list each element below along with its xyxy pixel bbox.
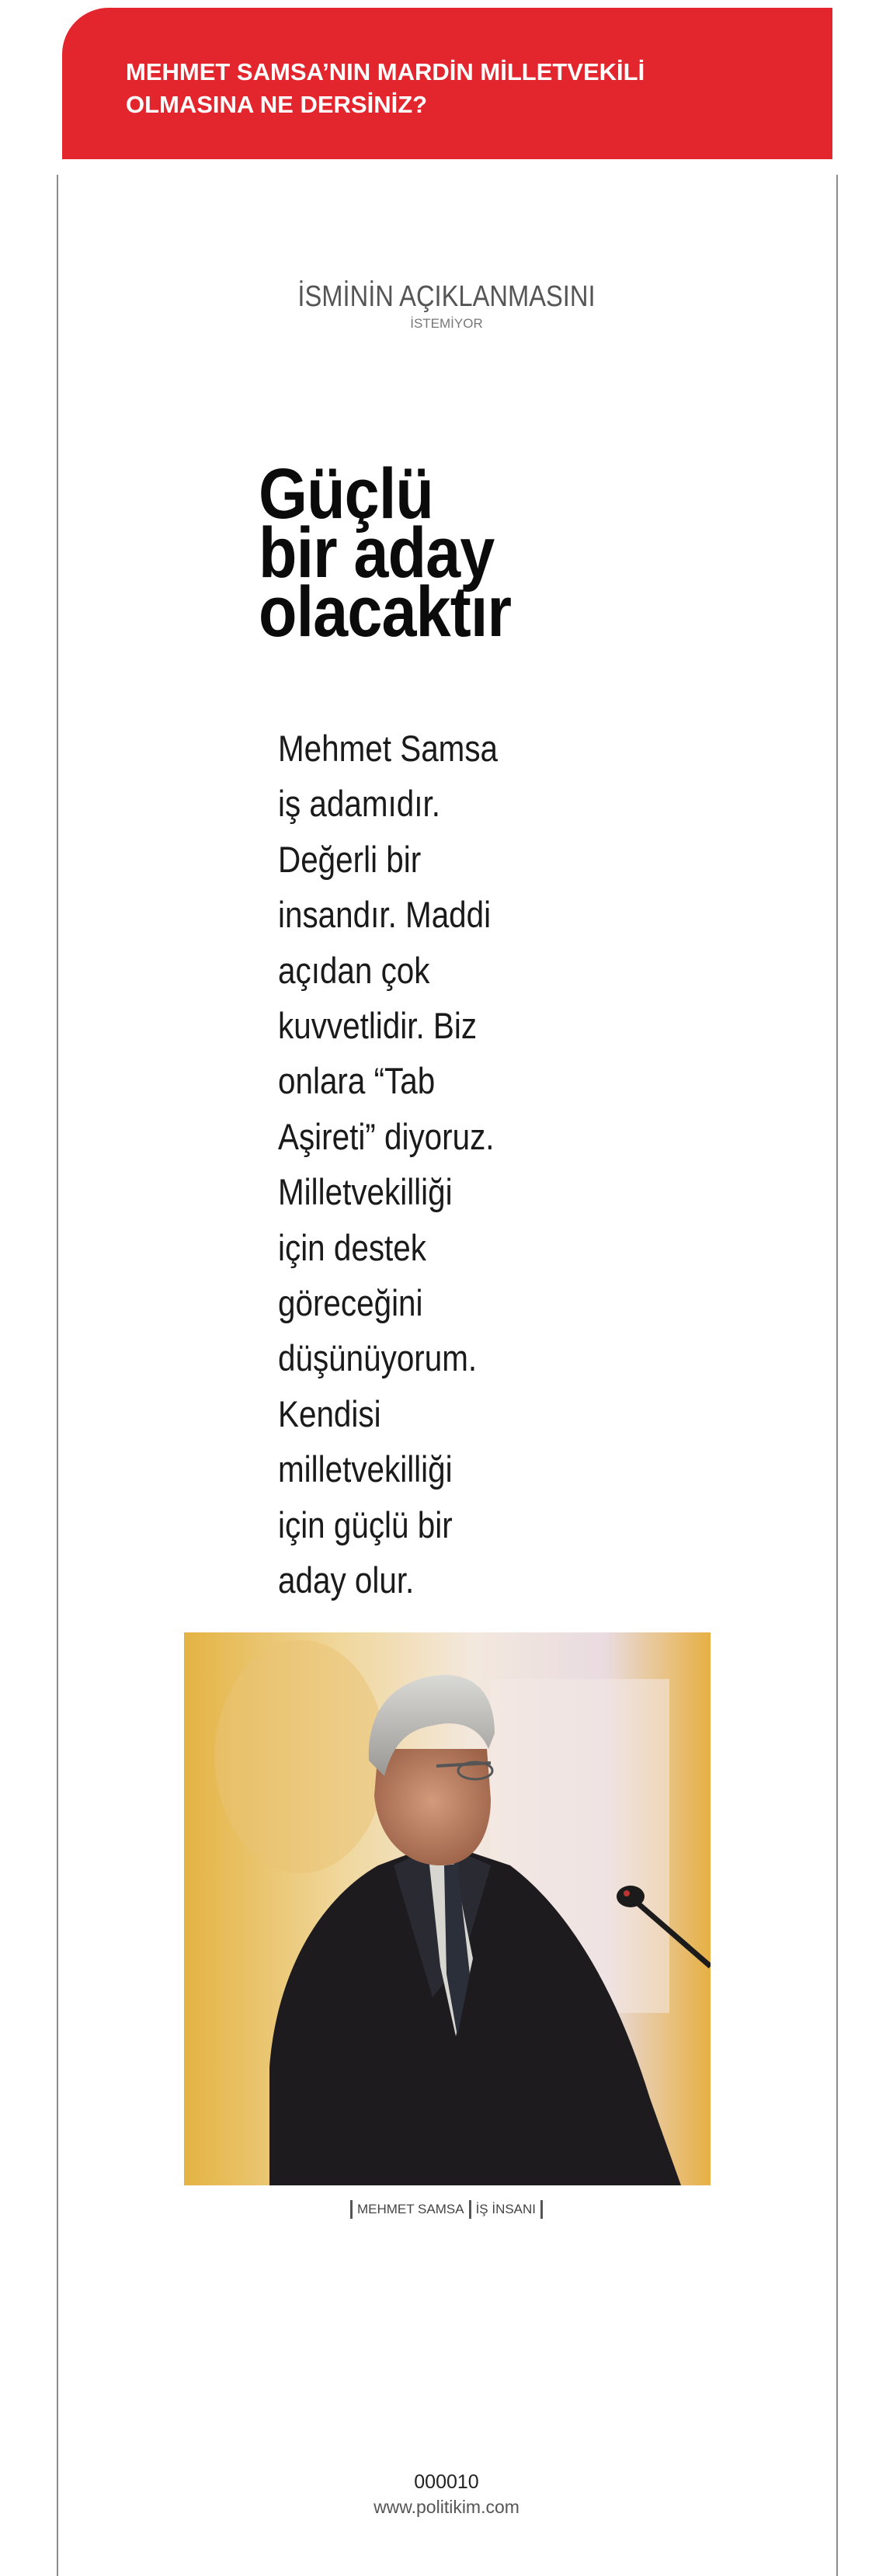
article-body [278,721,545,1608]
background-portrait-blur [215,1640,386,1873]
body-line: milletvekilliği [278,1448,453,1490]
caption-separator [350,2200,353,2219]
body-line: iş adamıdır. [278,783,440,825]
headline-line: Güçlü [259,454,434,534]
body-line: göreceğini [278,1282,423,1324]
caption-name: MEHMET SAMSA [356,2202,464,2216]
body-line: Mehmet Samsa [278,728,499,769]
body-line: açıdan çok [278,949,430,991]
body-line: insandır. Maddi [278,894,492,936]
body-line: Milletvekilliği [278,1171,453,1213]
headline-line: olacaktır [259,572,512,652]
portrait-illustration [184,1632,711,2185]
portrait-photo [184,1632,711,2185]
body-line: için güçlü bir [278,1504,453,1545]
survey-question: MEHMET SAMSA’NIN MARDİN MİLLETVEKİLİ OLMASINA NE DERSİNİZ? [126,58,645,118]
page-number: 000010 [414,2471,479,2493]
caption-separator [540,2200,543,2219]
kicker-main: İSMİNİN AÇIKLANMASINI [297,280,596,313]
body-line: Değerli bir [278,838,422,880]
body-line: kuvvetlidir. Biz [278,1005,478,1047]
body-line: Kendisi [278,1392,381,1434]
headline [259,454,669,652]
caption-separator [469,2200,471,2219]
body-line: onlara “Tab [278,1060,436,1102]
body-line: için destek [278,1226,426,1268]
respondent-kicker [0,280,893,332]
body-line: düşünüyorum. [278,1337,478,1379]
headline-line: bir aday [259,513,495,593]
body-line: Aşireti” diyoruz. [278,1115,495,1157]
kicker-sub: İSTEMİYOR [410,316,483,331]
caption-role: İŞ İNSANI [475,2202,537,2216]
header-banner [62,8,832,159]
site-url: www.politikim.com [374,2497,519,2517]
page-footer [0,2470,893,2519]
body-line: aday olur. [278,1559,415,1601]
microphone [617,1886,645,1907]
photo-caption [0,2200,893,2219]
